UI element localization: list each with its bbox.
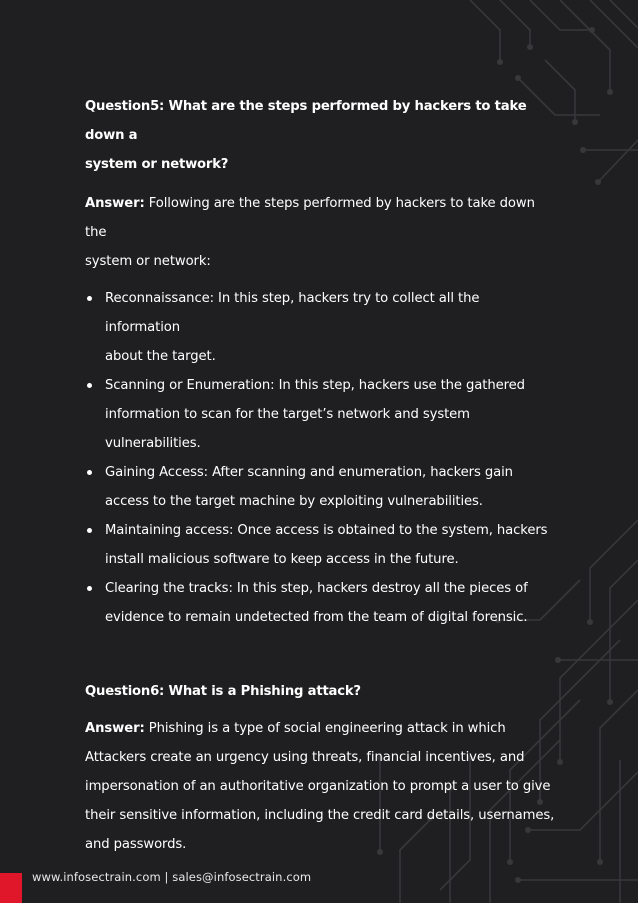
question6-answer-line: impersonation of an authoritative organization to prompt a user to give <box>85 779 551 794</box>
answer-text: Following are the steps performed by hackers to take down the <box>85 196 535 240</box>
question5-title-line1: Question5: What are the steps performed by hackers to take down a <box>85 99 527 143</box>
bullet-icon <box>87 470 92 475</box>
list-item: Maintaining access: Once access is obtained to the system, hackers install malicious software to keep access in the future. <box>85 516 555 574</box>
question6-answer-line: and passwords. <box>85 837 187 852</box>
bullet-icon <box>87 528 92 533</box>
list-item: Gaining Access: After scanning and enumeration, hackers gain access to the target machine by exploiting vulnerabilities. <box>85 458 555 516</box>
question6-answer-line: Attackers create an urgency using threats, financial incentives, and <box>85 750 525 765</box>
bullet-icon <box>87 586 92 591</box>
list-item: Clearing the tracks: In this step, hackers destroy all the pieces of evidence to remain undetected from the team of digital forensic. <box>85 574 555 632</box>
question5-answer-line2: system or network: <box>85 254 211 269</box>
list-item: Scanning or Enumeration: In this step, hackers use the gathered information to scan for the target’s network and system vulnerabilities. <box>85 371 555 458</box>
question6-title: Question6: What is a Phishing attack? <box>85 684 361 699</box>
footer-contact[interactable]: www.infosectrain.com | sales@infosectrain.com <box>32 870 312 884</box>
answer-label: Answer: <box>85 196 145 211</box>
question5-title-line2: system or network? <box>85 157 229 172</box>
steps-list <box>85 284 555 632</box>
list-item: Reconnaissance: In this step, hackers try to collect all the information about the target. <box>85 284 555 371</box>
question6-answer: Answer: Phishing is a type of social engineering attack in which <box>85 721 506 736</box>
footer-accent-bar <box>0 873 22 903</box>
question6-answer-line: their sensitive information, including the credit card details, usernames, <box>85 808 555 823</box>
bullet-icon <box>87 383 92 388</box>
question5-answer <box>85 189 555 247</box>
bullet-icon <box>87 296 92 301</box>
answer-label: Answer: <box>85 721 145 736</box>
main-content <box>85 92 555 859</box>
